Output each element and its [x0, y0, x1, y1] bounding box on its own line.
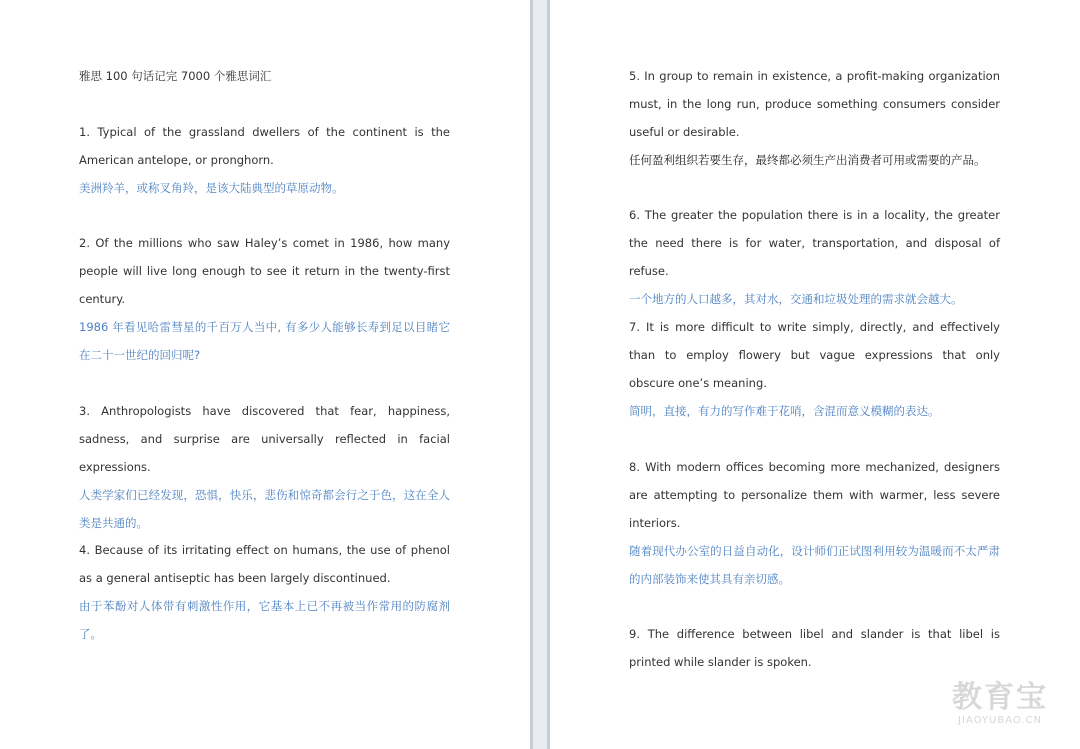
- english-sentence: 4. Because of its irritating effect on humans, the use of phenol as a general antiseptic has been largely discontinued.: [79, 543, 450, 585]
- english-sentence: 7. It is more difficult to write simply, directly, and effectively than to employ flowery but vague expressions that only obscure one’s meaning.: [629, 320, 1000, 390]
- watermark-logo: [940, 681, 1060, 727]
- english-sentence: 2. Of the millions who saw Haley’s comet in 1986, how many people will live long enough to see it return in the twenty-first century.: [79, 236, 450, 306]
- left-page: [0, 0, 530, 749]
- sentence-entry-4: [79, 536, 450, 648]
- right-page: [550, 0, 1080, 749]
- watermark-sub-text: JIAOYUBAO.CN: [958, 715, 1042, 726]
- document-title: 雅思 100 句话记完 7000 个雅思词汇: [79, 69, 272, 83]
- chinese-translation: 由于苯酚对人体带有刺激性作用，它基本上已不再被当作常用的防腐剂了。: [79, 599, 450, 641]
- chinese-translation: 随着现代办公室的日益自动化，设计师们正试图利用较为温暖而不太严肃的内部装饰来使其具有亲切感。: [629, 544, 1000, 586]
- page-edge-left: [530, 0, 533, 749]
- sentence-entry-7: [629, 313, 1000, 425]
- english-sentence: 3. Anthropologists have discovered that fear, happiness, sadness, and surprise are universally reflected in facial expressions.: [79, 404, 450, 474]
- sentence-entry-6: [629, 201, 1000, 313]
- chinese-translation: 人类学家们已经发现，恐惧，快乐，悲伤和惊奇都会行之于色，这在全人类是共通的。: [79, 488, 450, 530]
- sentence-entry-8: [629, 453, 1000, 593]
- chinese-translation: 美洲羚羊，或称叉角羚，是该大陆典型的草原动物。: [79, 181, 344, 195]
- sentence-entry-5: [629, 62, 1000, 174]
- sentence-entry-3: [79, 397, 450, 537]
- sentence-entry-9: [629, 620, 1000, 676]
- chinese-translation: 简明，直接，有力的写作难于花哨，含混而意义模糊的表达。: [629, 404, 940, 418]
- english-sentence: 1. Typical of the grassland dwellers of the continent is the American antelope, or pronghorn.: [79, 125, 450, 167]
- watermark-main-text: 教育宝: [952, 680, 1048, 715]
- chinese-translation: 一个地方的人口越多，其对水，交通和垃圾处理的需求就会越大。: [629, 292, 963, 306]
- page-gutter: [530, 0, 550, 749]
- english-sentence: 6. The greater the population there is in a locality, the greater the need there is for water, transportation, and disposal of refuse.: [629, 208, 1000, 278]
- chinese-translation: 1986 年看见哈雷彗星的千百万人当中, 有多少人能够长寿到足以目睹它在二十一世纪的回归呢?: [79, 320, 450, 362]
- sentence-entry-2: [79, 229, 450, 369]
- english-sentence: 5. In group to remain in existence, a profit-making organization must, in the long run, produce something consumers consider useful or desirable.: [629, 69, 1000, 139]
- english-sentence: 8. With modern offices becoming more mechanized, designers are attempting to personalize them with warmer, less severe interiors.: [629, 460, 1000, 530]
- english-sentence: 9. The difference between libel and slander is that libel is printed while slander is spoken.: [629, 627, 1000, 669]
- sentence-entry-1: [79, 118, 450, 202]
- chinese-translation: 任何盈利组织若要生存，最终都必须生产出消费者可用或需要的产品。: [629, 153, 986, 167]
